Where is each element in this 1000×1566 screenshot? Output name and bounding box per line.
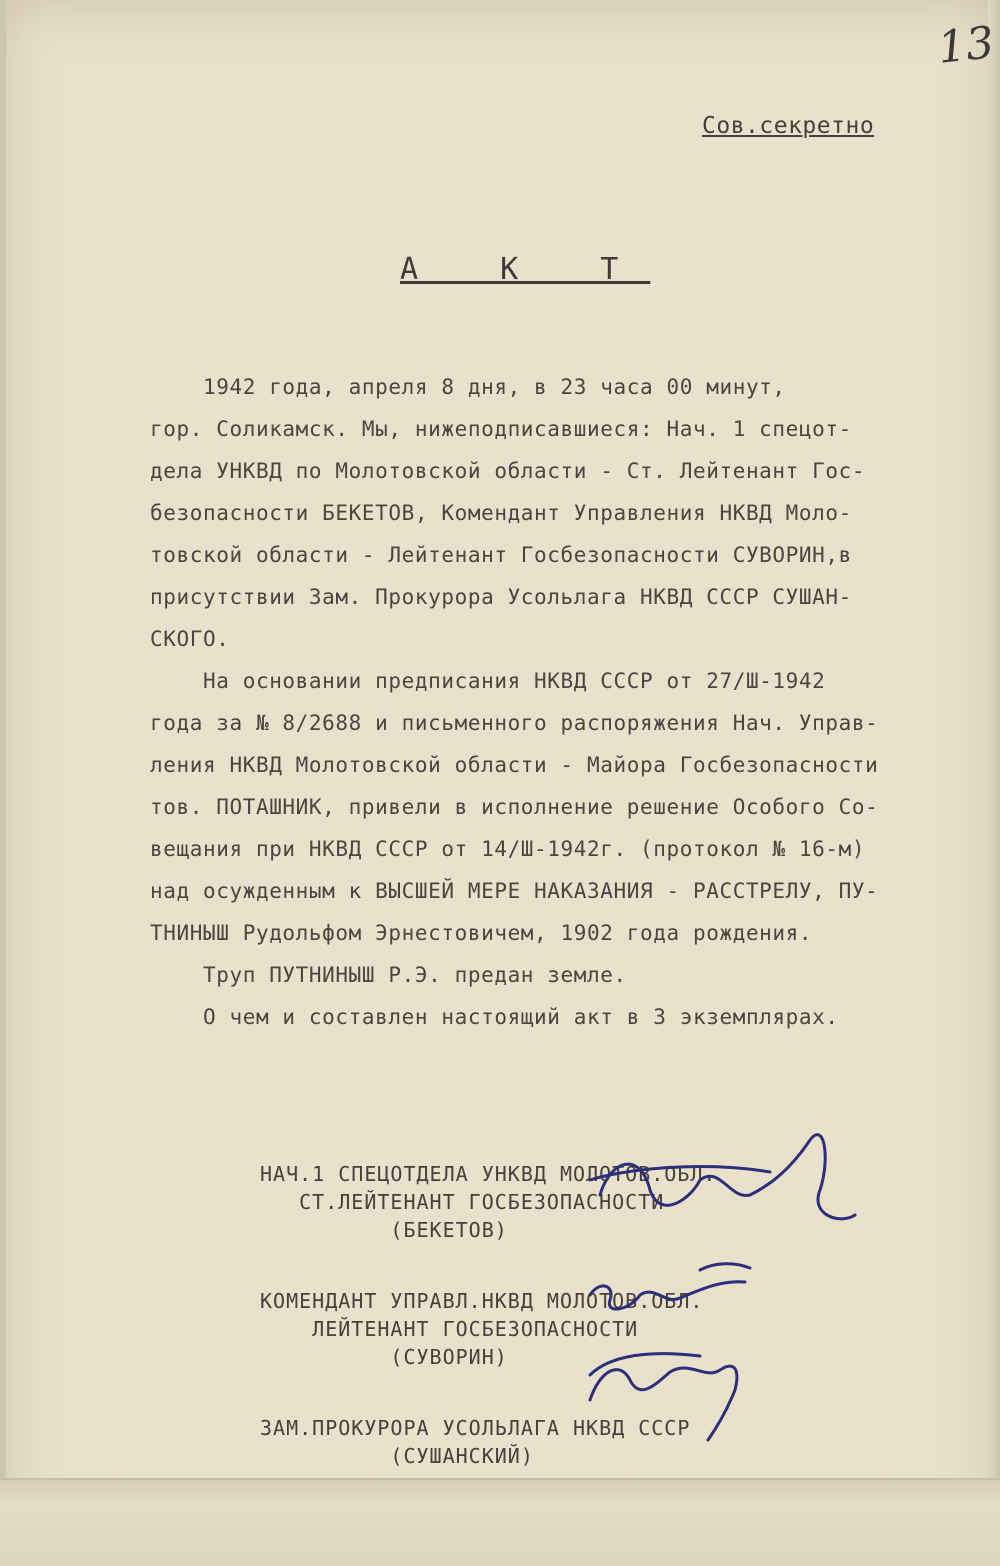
body-line: вещания при НКВД СССР от 14/Ш-1942г. (протокол № 16-м) — [150, 837, 866, 861]
signature-block — [260, 1160, 820, 1513]
body-line: тов. ПОТАШНИК, привели в исполнение решение Особого Со- — [150, 795, 879, 819]
body-line: года за № 8/2688 и письменного распоряжения Нач. Управ- — [150, 711, 879, 735]
document-body — [150, 366, 940, 1038]
signature-line: (СУВОРИН) — [260, 1345, 508, 1369]
body-line: Труп ПУТНИНЫШ Р.Э. предан земле. — [150, 963, 627, 987]
signature-line: КОМЕНДАНТ УПРАВЛ.НКВД МОЛОТОВ.ОБЛ. — [260, 1289, 704, 1313]
body-line: над осужденным к ВЫСШЕЙ МЕРЕ НАКАЗАНИЯ - РАССТРЕЛУ, ПУ- — [150, 879, 879, 903]
body-line: присутствии Зам. Прокурора Усольлага НКВД СССР СУШАН- — [150, 585, 852, 609]
page-right-edge — [988, 0, 1000, 1564]
body-line: дела УНКВД по Молотовской области - Ст. Лейтенант Гос- — [150, 459, 866, 483]
body-line: На основании предписания НКВД СССР от 27/Ш-1942 — [150, 669, 826, 693]
signature-line: ЛЕЙТЕНАНТ ГОСБЕЗОПАСНОСТИ — [260, 1317, 639, 1341]
signature-suvorin — [260, 1287, 820, 1371]
page-left-edge — [0, 0, 6, 1564]
signature-line: НАЧ.1 СПЕЦОТДЕЛА УНКВД МОЛОТОВ.ОБЛ. — [260, 1162, 717, 1186]
body-line: гор. Соликамск. Мы, нижеподписавшиеся: Нач. 1 спецот- — [150, 417, 852, 441]
signature-line: (БЕКЕТОВ) — [260, 1218, 508, 1242]
body-line: безопасности БЕКЕТОВ, Комендант Управления НКВД Моло- — [150, 501, 852, 525]
signature-sushansky — [260, 1414, 820, 1470]
body-line: О чем и составлен настоящий акт в 3 экземплярах. — [150, 1005, 839, 1029]
signature-beketov — [260, 1160, 820, 1244]
signature-line: (СУШАНСКИЙ) — [260, 1444, 534, 1468]
classification-stamp: Сов.секретно — [702, 113, 875, 139]
body-line: 1942 года, апреля 8 дня, в 23 часа 00 минут, — [150, 375, 786, 399]
signature-line: ЗАМ.ПРОКУРОРА УСОЛЬЛАГА НКВД СССР — [260, 1416, 691, 1440]
body-line: СКОГО. — [150, 627, 230, 651]
page-bottom-fold — [0, 1478, 1000, 1566]
body-line: ления НКВД Молотовской области - Майора Госбезопасности — [150, 753, 879, 777]
signature-line: СТ.ЛЕЙТЕНАНТ ГОСБЕЗОПАСНОСТИ — [260, 1190, 665, 1214]
folio-number: 13 — [935, 17, 997, 74]
body-line: ТНИНЫШ Рудольфом Эрнестовичем, 1902 года рождения. — [150, 921, 813, 945]
document-title: А К Т — [400, 252, 651, 287]
body-line: товской области - Лейтенант Госбезопасности СУВОРИН,в — [150, 543, 852, 567]
